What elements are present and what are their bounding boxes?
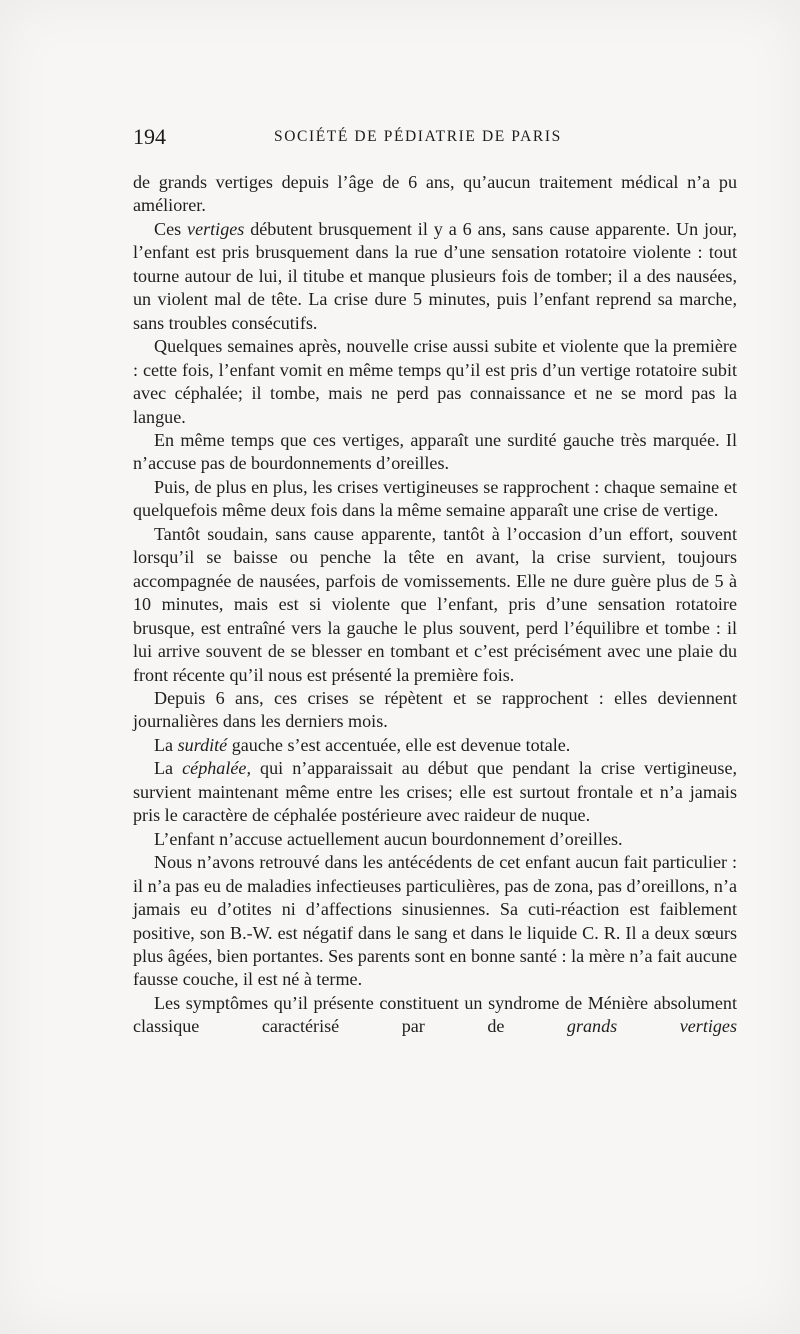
text-run: Nous n’avons retrouvé dans les antécédents de cet enfant aucun fait particulier : il n’a pas eu de maladies infectieuses particulières, pas de zona, pas d’oreillons, n’a jamais eu d’otites ni d’affections sinusiennes. Sa cuti-réaction est faiblement positive, son B.-W. est négatif dans le sang et dans le liquide C. R. Il a deux sœurs plus âgées, bien portantes. Ses parents sont en bonne santé : la mère n’a fait aucune fausse couche, il est né à terme. [133, 852, 737, 990]
body-text [133, 171, 737, 1039]
text-run: Quelques semaines après, nouvelle crise aussi subite et violente que la première : cette fois, l’enfant vomit en même temps qu’il est pris d’un vertige rotatoire subit avec céphalée; il tombe, mais ne perd pas connaissance et ne se mord pas la langue. [133, 336, 737, 427]
paragraph [133, 171, 737, 218]
paragraph [133, 218, 737, 335]
paragraph [133, 757, 737, 827]
text-run: L’enfant n’accuse actuellement aucun bourdonnement d’oreilles. [154, 828, 623, 849]
paragraph [133, 687, 737, 734]
paragraph [133, 429, 737, 476]
page-number: 194 [133, 124, 166, 149]
text-run: Ces [154, 218, 188, 239]
running-title: SOCIÉTÉ DE PÉDIATRIE DE PARIS [274, 128, 562, 145]
paragraph [133, 851, 737, 992]
text-run: de grands vertiges depuis l’âge de 6 ans, qu’aucun traitement médical n’a pu améliorer. [133, 172, 737, 216]
paragraph [133, 828, 737, 851]
italic-term: vertiges [187, 218, 245, 239]
italic-term: grands vertiges [566, 1016, 737, 1037]
paragraph [133, 734, 737, 757]
italic-term: céphalée, [182, 758, 251, 779]
text-run: La [154, 758, 183, 779]
text-run: gauche s’est accentuée, elle est devenue totale. [227, 734, 571, 755]
text-run: En même temps que ces vertiges, apparaît une surdité gauche très marquée. Il n’accuse pas de bourdonnements d’oreilles. [133, 429, 737, 474]
text-run: Depuis 6 ans, ces crises se répètent et se rapprochent : elles deviennent journalières dans les derniers mois. [133, 687, 737, 732]
italic-term: surdité [177, 734, 228, 755]
paragraph [133, 523, 737, 687]
text-run: débutent brusquement il y a 6 ans, sans cause apparente. Un jour, l’enfant est pris brusquement dans la rue d’une sensation rotatoire violente : tout tourne autour de lui, il titube et manque plusieurs fois de tomber; il a des nausées, un violent mal de tête. La crise dure 5 minutes, puis l’enfant reprend sa marche, sans troubles consécutifs. [133, 218, 737, 333]
paragraph [133, 335, 737, 429]
text-run: Les symptômes qu’il présente constituent un syndrome de Ménière absolument classique caractérisé par de [133, 992, 737, 1037]
paragraph [133, 992, 737, 1039]
text-run: Puis, de plus en plus, les crises vertigineuses se rapprochent : chaque semaine et quelquefois même deux fois dans la même semaine apparaît une crise de vertige. [133, 476, 737, 521]
page-header [133, 124, 737, 152]
text-run: La [154, 734, 178, 755]
text-run: Tantôt soudain, sans cause apparente, tantôt à l’occasion d’un effort, souvent lorsqu’il se baisse ou penche la tête en avant, la crise survient, toujours accompagnée de nausées, parfois de vomissements. Elle ne dure guère plus de 5 à 10 minutes, mais est si violente que l’enfant, pris d’une sensation rotatoire brusque, est entraîné vers la gauche le plus souvent, perd l’équilibre et tombe : il lui arrive souvent de se blesser en tombant et c’est précisément avec une plaie du front récente qu’il nous est présenté la première fois. [133, 523, 737, 685]
paragraph [133, 476, 737, 523]
text-run: qui n’apparaissait au début que pendant la crise vertigineuse, survient maintenant même entre les crises; elle est surtout frontale et n’a jamais pris le caractère de céphalée postérieure avec raideur de nuque. [133, 758, 738, 826]
